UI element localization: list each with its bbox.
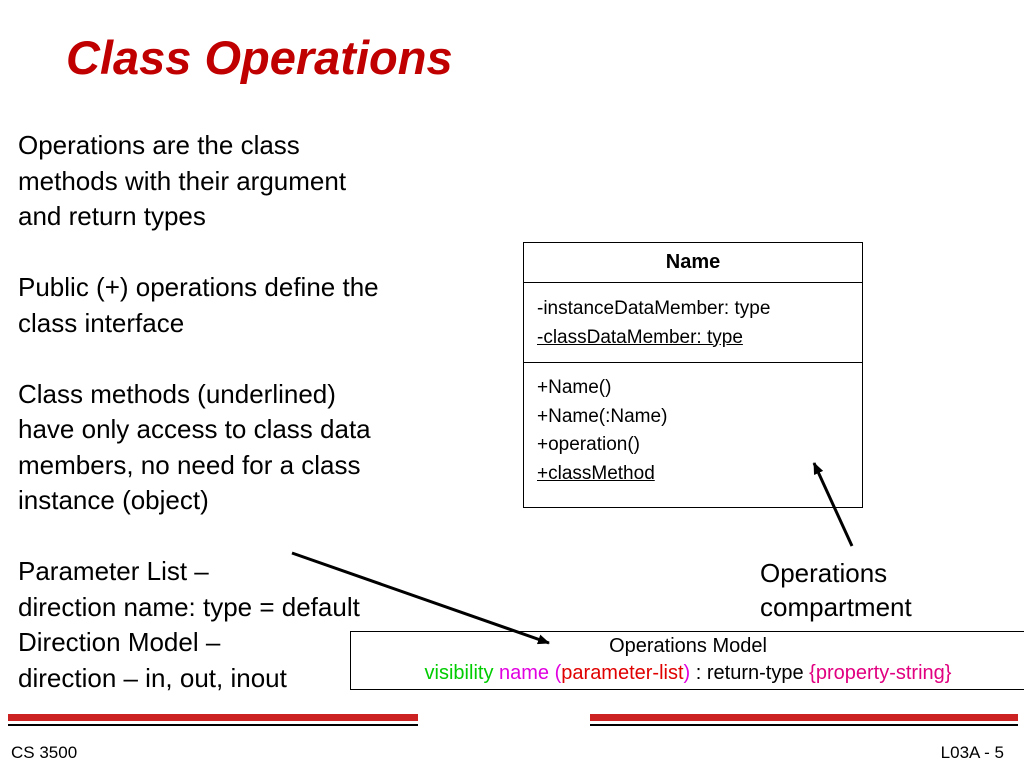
footer-rule-right-line bbox=[590, 724, 1018, 726]
text-line: direction – in, out, inout bbox=[18, 662, 287, 693]
text-line: methods with their argument bbox=[18, 165, 347, 196]
uml-operation: +operation() bbox=[537, 434, 640, 455]
text-line: Direction Model – bbox=[18, 627, 221, 657]
operations-model-title: Operations Model bbox=[609, 635, 767, 657]
text-line: Class methods (underlined) bbox=[18, 378, 336, 409]
footer-rule-left-line bbox=[8, 724, 418, 726]
syntax-property-string: {property-string} bbox=[809, 662, 952, 684]
syntax-name: name bbox=[493, 662, 555, 684]
uml-attribute-class-member: -classDataMember: type bbox=[537, 326, 743, 348]
syntax-visibility: visibility bbox=[424, 662, 494, 684]
callout-line: compartment bbox=[760, 592, 912, 622]
syntax-return-type: : return-type bbox=[690, 662, 810, 684]
syntax-close-paren: ) bbox=[683, 662, 691, 684]
text-line: members, no need for a class bbox=[18, 449, 361, 480]
text-line: Parameter List – bbox=[18, 556, 209, 586]
syntax-open-paren: ( bbox=[554, 662, 562, 684]
footer-rule-left bbox=[8, 714, 418, 721]
uml-operation: +Name() bbox=[537, 377, 612, 398]
slide-title: Class Operations bbox=[66, 31, 453, 84]
text-line: instance (object) bbox=[18, 485, 209, 515]
uml-operation-class-method: +classMethod bbox=[537, 462, 655, 484]
footer-course: CS 3500 bbox=[11, 743, 78, 762]
footer-rule-right bbox=[590, 714, 1018, 721]
text-line: and return types bbox=[18, 201, 206, 231]
syntax-parameter-list: parameter-list bbox=[561, 662, 684, 684]
text-line: class interface bbox=[18, 307, 185, 338]
callout-line: Operations bbox=[760, 558, 888, 588]
uml-attribute: -instanceDataMember: type bbox=[537, 298, 771, 319]
uml-operation: +Name(:Name) bbox=[537, 405, 668, 427]
text-line: direction name: type = default bbox=[18, 591, 360, 622]
text-line: have only access to class data bbox=[18, 414, 371, 444]
arrow-parameter-list-to-model bbox=[292, 553, 549, 643]
uml-class-name: Name bbox=[524, 243, 862, 283]
text-line: Public (+) operations define the bbox=[18, 272, 379, 302]
text-line: Operations are the class bbox=[18, 130, 300, 160]
footer-slide-number: L03A - 5 bbox=[940, 743, 1004, 762]
arrow-callout-to-operations bbox=[814, 463, 852, 546]
